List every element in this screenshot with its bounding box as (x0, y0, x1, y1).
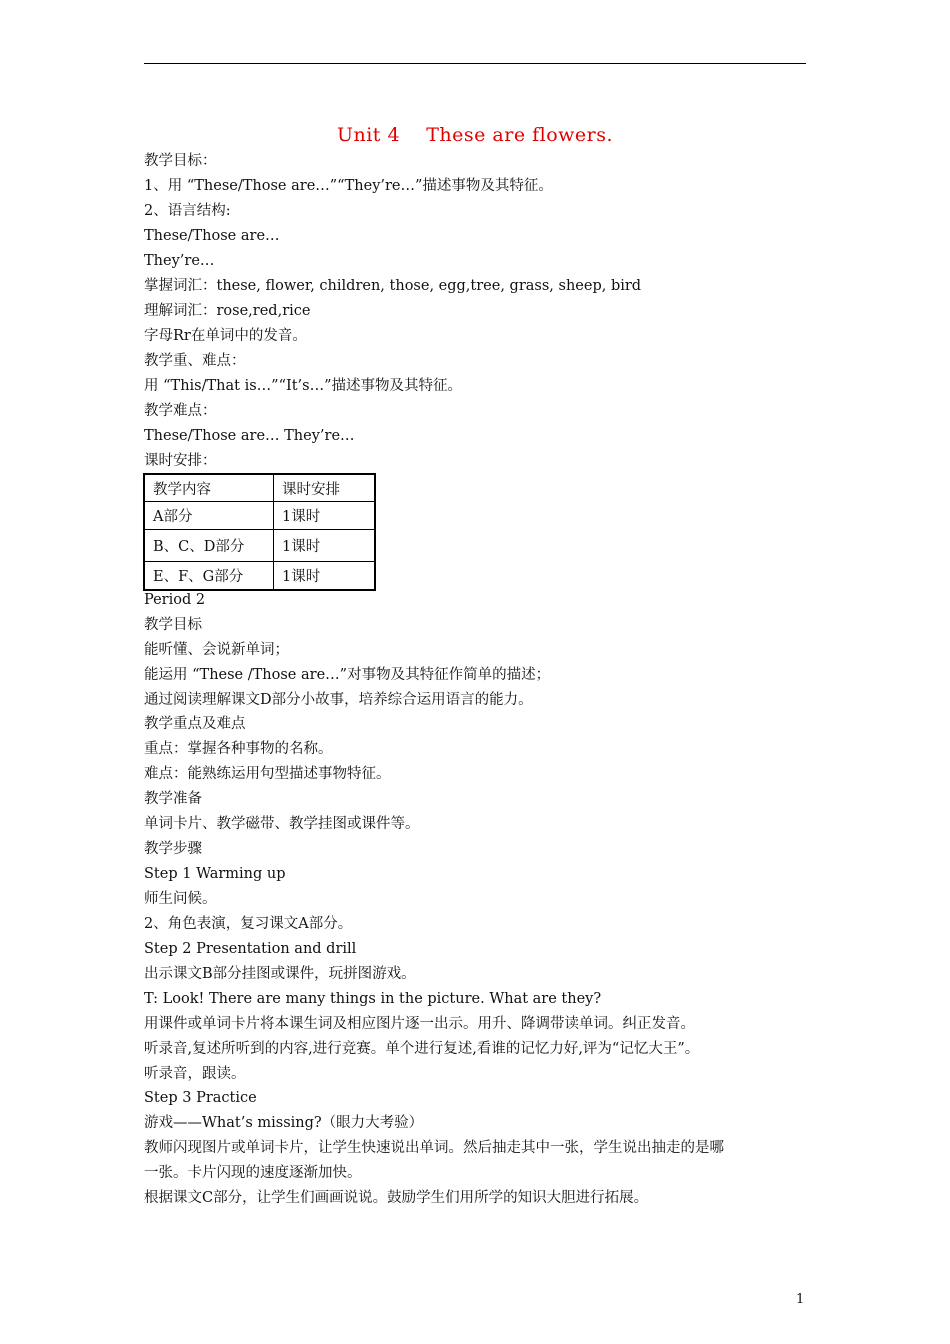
text-line: 教学目标 (144, 617, 202, 633)
text-line: 课时安排： (144, 453, 217, 469)
text-line: Step 3 Practice (144, 1090, 257, 1106)
text-line: 教学重点及难点 (144, 716, 246, 732)
table-header-cell: 教学内容 (144, 474, 274, 502)
text-line: Step 2 Presentation and drill (144, 941, 357, 957)
text-line: 单词卡片、教学磁带、教学挂图或课件等。 (144, 816, 420, 832)
text-line: 教师闪现图片或单词卡片，让学生快速说出单词。然后抽走其中一张，学生说出抽走的是哪 (144, 1140, 724, 1156)
text-line: T: Look! There are many things in the picture. What are they? (144, 991, 602, 1007)
text-line: 用 “This/That is…”“It’s…”描述事物及其特征。 (144, 378, 463, 394)
text-line: Step 1 Warming up (144, 866, 286, 882)
text-line: These/Those are… They’re… (144, 428, 355, 444)
text-line: 师生问候。 (144, 891, 217, 907)
text-line: 通过阅读理解课文D部分小故事，培养综合运用语言的能力。 (144, 692, 533, 708)
text-line: 2、语言结构: (144, 203, 231, 219)
text-line: 教学步骤 (144, 841, 202, 857)
text-line: 字母Rr在单词中的发音。 (144, 328, 307, 344)
table-row (144, 562, 375, 591)
table-cell: B、C、D部分 (144, 530, 274, 562)
text-line: 2、角色表演，复习课文A部分。 (144, 916, 353, 932)
text-line: 一张。卡片闪现的速度逐渐加快。 (144, 1165, 362, 1181)
table-cell: E、F、G部分 (144, 562, 274, 591)
text-line: 教学重、难点： (144, 353, 246, 369)
page-title: Unit 4 These are flowers. (336, 124, 614, 146)
text-line: 理解词汇：rose,red,rice (144, 303, 311, 319)
text-line: 用课件或单词卡片将本课生词及相应图片逐一出示。用升、降调带读单词。纠正发音。 (144, 1016, 695, 1032)
text-line: 游戏——What’s missing?（眼力大考验） (144, 1115, 424, 1131)
text-line: 出示课文B部分挂图或课件，玩拼图游戏。 (144, 966, 416, 982)
text-line: 教学准备 (144, 791, 202, 807)
text-line: Period 2 (144, 592, 206, 608)
table-cell: 1课时 (274, 530, 376, 562)
text-line: 听录音，跟读。 (144, 1066, 246, 1082)
schedule-table (143, 473, 376, 591)
table-cell: 1课时 (274, 562, 376, 591)
text-line: They’re… (144, 253, 215, 269)
text-line: 能运用 “These /Those are…”对事物及其特征作简单的描述； (144, 667, 551, 683)
table-row (144, 530, 375, 562)
text-line: 根据课文C部分，让学生们画画说说。鼓励学生们用所学的知识大胆进行拓展。 (144, 1190, 649, 1206)
page-number: 1 (796, 1292, 805, 1307)
table-header-row (144, 474, 375, 502)
text-line: 教学难点： (144, 403, 217, 419)
text-line: 听录音,复述所听到的内容,进行竞赛。单个进行复述,看谁的记忆力好,评为“记忆大王”。 (144, 1041, 700, 1057)
table-row (144, 502, 375, 530)
text-line: 能听懂、会说新单词； (144, 642, 289, 658)
text-line: 难点：能熟练运用句型描述事物特征。 (144, 766, 391, 782)
text-line: 教学目标： (144, 153, 217, 169)
text-line: 掌握词汇：these, flower, children, those, egg,tree, grass, sheep, bird (144, 278, 642, 294)
text-line: 1、用 “These/Those are…”“They’re…”描述事物及其特征。 (144, 178, 553, 194)
text-line: 重点：掌握各种事物的名称。 (144, 741, 333, 757)
table-cell: A部分 (144, 502, 274, 530)
table-cell: 1课时 (274, 502, 376, 530)
header-rule (144, 63, 806, 64)
text-line: These/Those are… (144, 228, 280, 244)
table-header-cell: 课时安排 (274, 474, 376, 502)
